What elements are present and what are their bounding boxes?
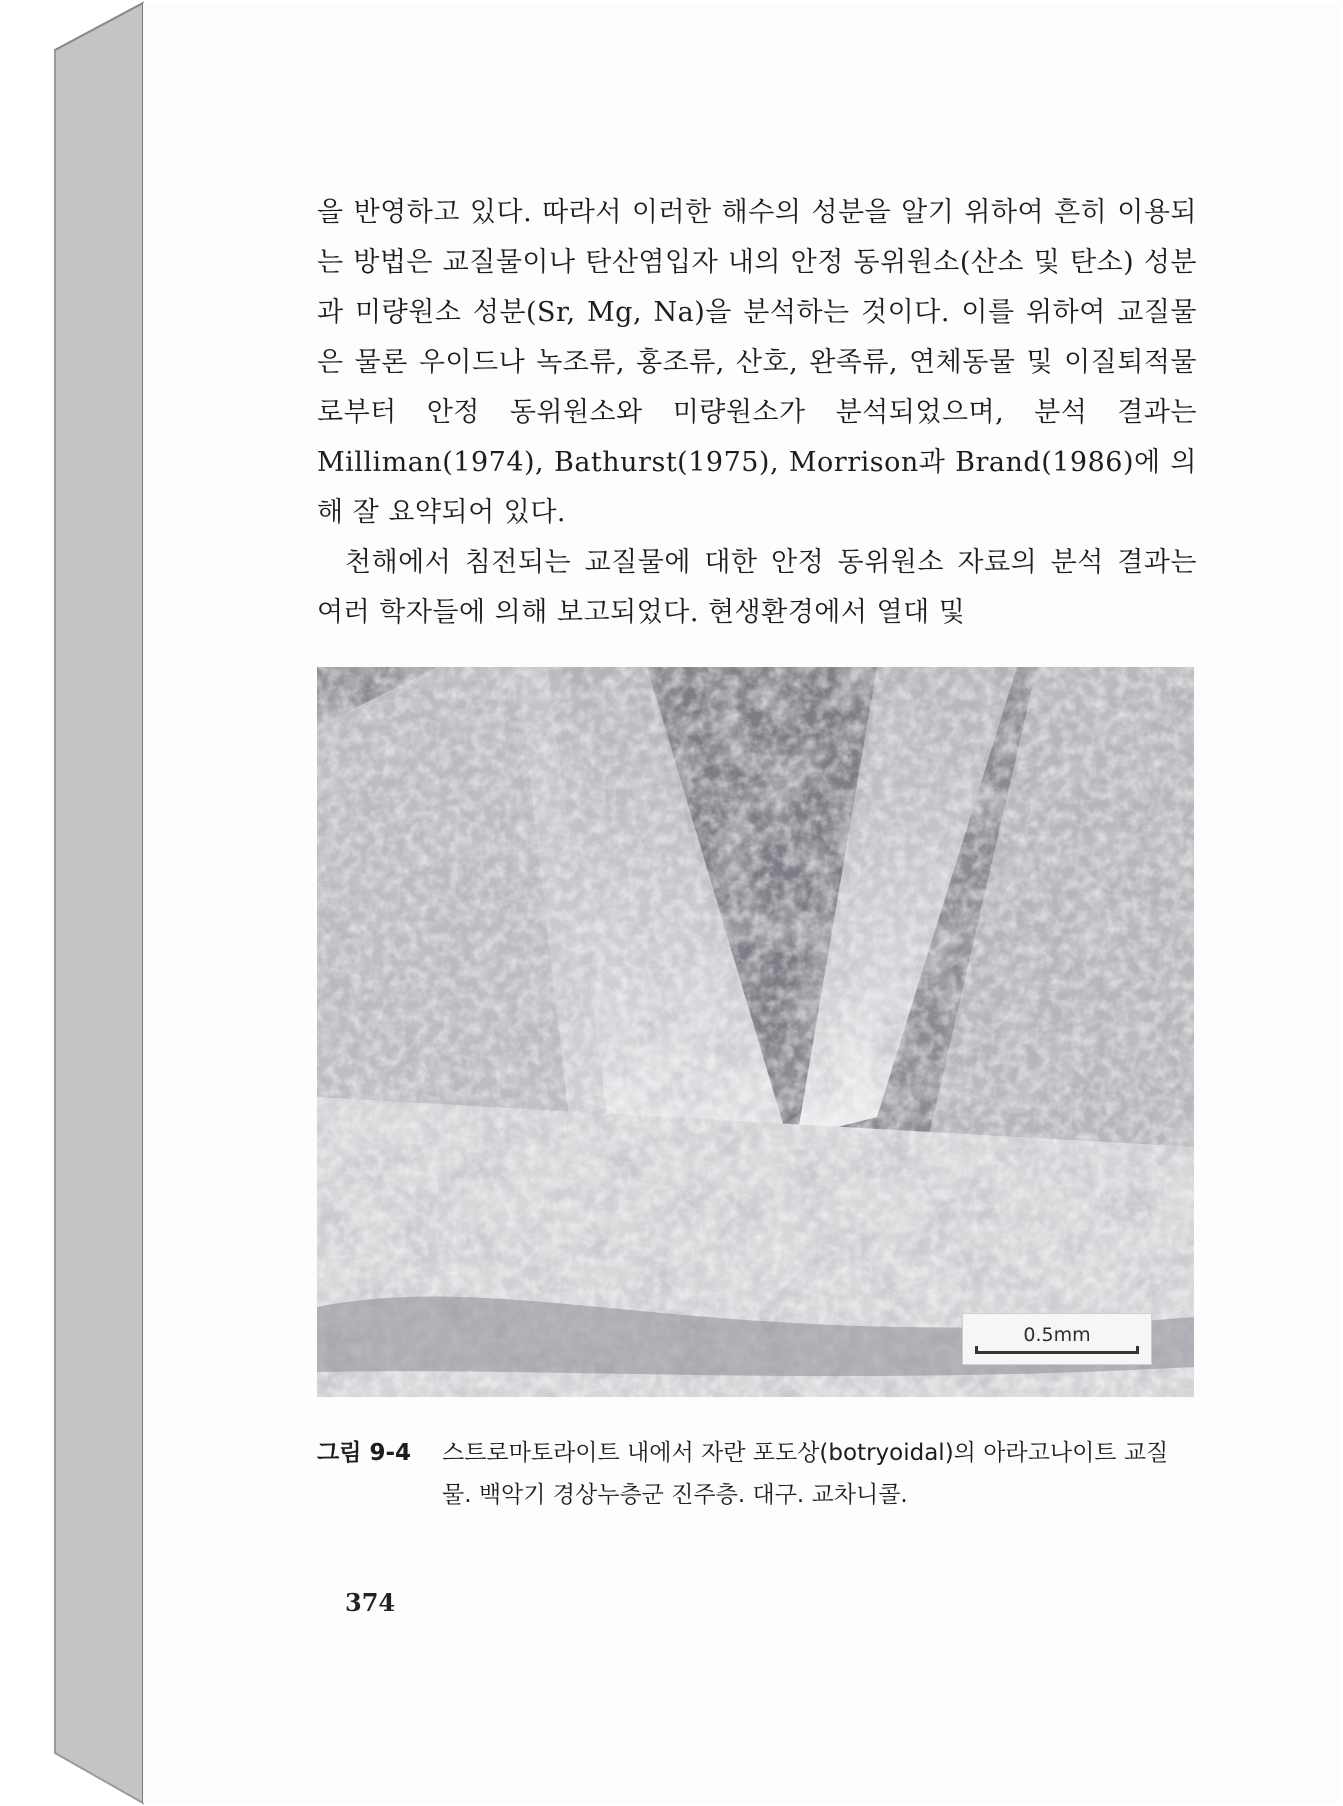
caption-text: 스트로마토라이트 내에서 자란 포도상(botryoidal)의 아라고나이트 교질물. 백악기 경상누층군 진주층. 대구. 교차니콜. — [442, 1440, 1169, 1508]
micrograph-figure — [317, 667, 1194, 1397]
scale-bar — [962, 1313, 1152, 1365]
body-text — [317, 188, 1197, 638]
caption-number: 그림 9-4 — [317, 1440, 411, 1466]
scale-line — [975, 1351, 1139, 1354]
scale-label: 0.5mm — [1023, 1324, 1091, 1346]
paragraph: 천해에서 침전되는 교질물에 대한 안정 동위원소 자료의 분석 결과는 여러 학자들에 의해 보고되었다. 현생환경에서 열대 및 — [317, 547, 1197, 628]
paragraph: 을 반영하고 있다. 따라서 이러한 해수의 성분을 알기 위하여 흔히 이용되는 방법은 교질물이나 탄산염입자 내의 안정 동위원소(산소 및 탄소) 성분과 미량원소 성분(Sr, Mg, Na)을 분석하는 것이다. 이를 위하여 교질물은 물론 우이드나 녹조류, 홍조류, 산호, 완족류, 연체동물 및 이질퇴적물로부터 안정 동위원소와 미량원소가 분석되었으며, 분석 결과는 Milliman(1974), Bathurst(1975), Morrison과 Brand(1986)에 의해 잘 요약되어 있다. — [317, 197, 1197, 528]
micrograph-image — [317, 667, 1194, 1397]
page-number: 374 — [345, 1588, 396, 1617]
